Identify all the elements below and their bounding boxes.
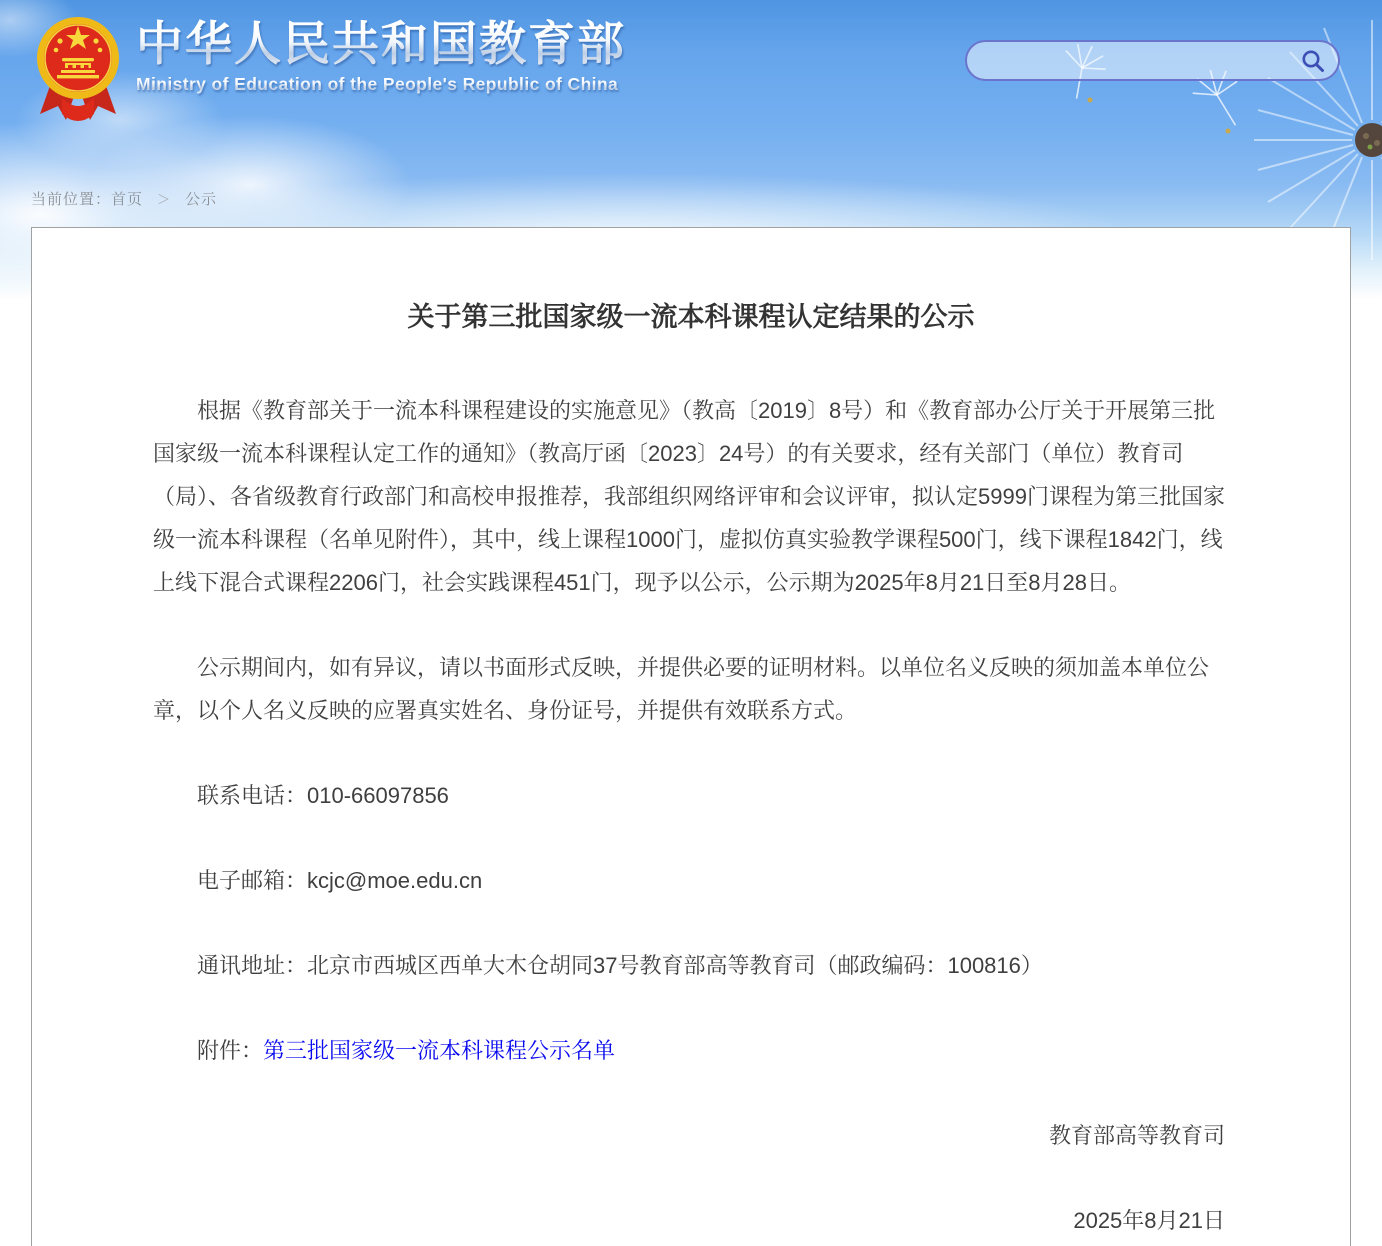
attachment-link[interactable]: 第三批国家级一流本科课程公示名单 <box>263 1038 616 1063</box>
breadcrumb-home-link[interactable]: 首页 <box>111 191 144 208</box>
breadcrumb-current-link[interactable]: 公示 <box>185 191 218 208</box>
search-input[interactable] <box>985 42 1300 79</box>
site-subtitle: Ministry of Education of the People's Republic of China <box>136 74 626 95</box>
search-box <box>965 40 1340 81</box>
breadcrumb <box>31 188 217 209</box>
site-title: 中华人民共和国教育部 <box>136 17 626 70</box>
search-icon[interactable] <box>1300 48 1326 74</box>
content-card <box>31 227 1351 1246</box>
paragraph-intro: 根据《教育部关于一流本科课程建设的实施意见》（教高〔2019〕8号）和《教育部办公厅关于开展第三批国家级一流本科课程认定工作的通知》（教高厅函〔2023〕24号）的有关要求，经有关部门（单位）教育司（局）、各省级教育行政部门和高校申报推荐，我部组织网络评审和会议评审，拟认定5999门课程为第三批国家级一流本科课程（名单见附件），其中，线上课程1000门，虚拟仿真实验教学课程500门，线下课程1842门，线上线下混合式课程2206门，社会实践课程451门，现予以公示，公示期为2025年8月21日至8月28日。 <box>153 398 1225 595</box>
attachment-line <box>153 1029 1229 1072</box>
contact-address: 通讯地址：北京市西城区西单大木仓胡同37号教育部高等教育司（邮政编码：100816） <box>197 953 1043 978</box>
paragraph-objection: 公示期间内，如有异议，请以书面形式反映，并提供必要的证明材料。以单位名义反映的须加盖本单位公章，以个人名义反映的应署真实姓名、身份证号，并提供有效联系方式。 <box>153 655 1210 723</box>
national-emblem-icon <box>36 8 120 128</box>
site-logo-link[interactable] <box>36 8 626 128</box>
document-title: 关于第三批国家级一流本科课程认定结果的公示 <box>407 302 975 332</box>
signature-department: 教育部高等教育司 <box>1048 1123 1225 1148</box>
contact-email: 电子邮箱：kcjc@moe.edu.cn <box>197 868 483 893</box>
attachment-label: 附件： <box>197 1038 264 1063</box>
document-date: 2025年8月21日 <box>1073 1208 1225 1233</box>
breadcrumb-label: 当前位置： <box>31 191 112 208</box>
breadcrumb-separator: ＞ <box>157 192 172 207</box>
contact-phone: 联系电话：010-66097856 <box>197 783 449 808</box>
article <box>32 228 1350 1246</box>
